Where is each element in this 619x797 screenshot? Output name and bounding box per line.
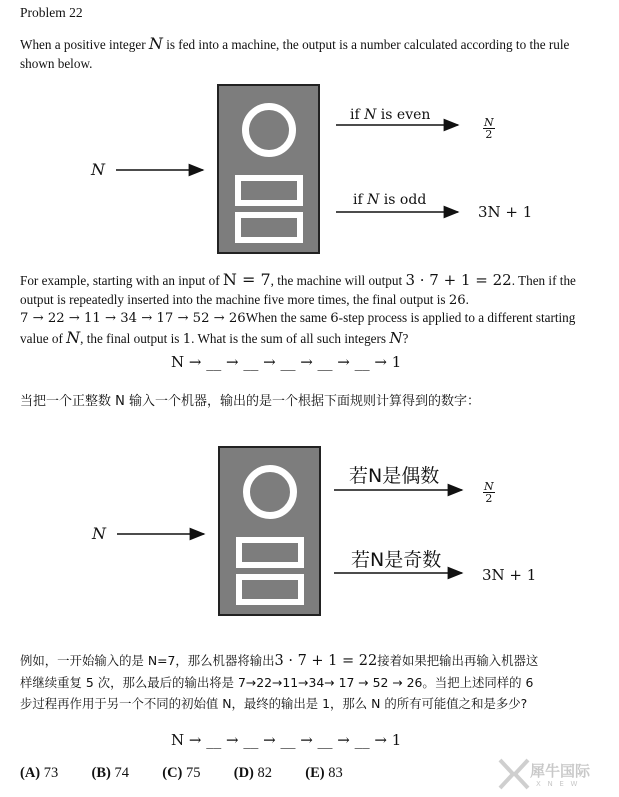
question-paragraph: 7 → 22 → 11 → 34 → 17 → 52 → 26When the same 6-step process is applied to a different starting value of N, the final output is 1. What is the sum of all such integers N? (20, 310, 576, 347)
odd-label: if N is odd (353, 192, 427, 208)
even-label-zh: 若N是偶数 (349, 465, 440, 487)
machine-slot-bottom-zh (236, 574, 304, 605)
zh-example: 例如，一开始输入的是 N=7，那么机器将输出3 · 7 + 1 = 22接着如果把输出再输入机器这 样继续重复 5 次，那么最后的输出将是 7→22→11→34→ 17 → 52 → 26。当把上述同样的 6 步过程再作用于另一个不同的初始值 N，最终的输出是 1，那么 N 的所有可能值之和是多少? (20, 653, 539, 711)
choice-c[interactable]: (C) 75 (162, 765, 201, 781)
example-paragraph: For example, starting with an input of N = 7, the machine will output 3 · 7 + 1 = 22. Then if the output is repeatedly inserted into the machine five more times, the final output is 26. (20, 270, 576, 308)
chain-line-zh: N → __ → __ → __ → __ → __ → 1 (171, 731, 402, 749)
choice-d[interactable]: (D) 82 (233, 765, 273, 781)
machine-slot-bottom (235, 212, 303, 243)
choice-e[interactable]: (E) 83 (305, 765, 343, 781)
even-label: if N is even (350, 107, 431, 123)
machine-slot-top (235, 175, 303, 206)
machine-box (217, 84, 320, 254)
odd-output: 3N + 1 (478, 203, 533, 221)
even-output-zh: $\frac{N}{2}$ (484, 480, 494, 505)
machine-circle-zh (243, 465, 297, 519)
intro-paragraph: When a positive integer N is fed into a machine, the output is a number calculated according to the rule shown below. (20, 34, 570, 71)
chain-line-en: N → __ → __ → __ → __ → __ → 1 (171, 353, 402, 371)
problem-title: Problem 22 (20, 5, 83, 20)
choice-a[interactable]: (A) 73 (20, 765, 59, 781)
machine-box-zh (218, 446, 321, 616)
machine-circle (242, 103, 296, 157)
odd-label-zh: 若N是奇数 (351, 549, 442, 571)
watermark-sub: X N E W (536, 780, 578, 788)
watermark-logo-icon (497, 756, 531, 792)
zh-intro: 当把一个正整数 N 输入一个机器，输出的是一个根据下面规则计算得到的数字： (20, 394, 480, 409)
watermark-main: 犀牛国际 (530, 762, 591, 780)
odd-output-zh: 3N + 1 (482, 566, 537, 584)
machine-slot-top-zh (236, 537, 304, 568)
choice-b[interactable]: (B) 74 (91, 765, 129, 781)
input-var-zh: N (92, 524, 106, 543)
even-output: $\frac{N}{2}$ (484, 116, 494, 141)
input-var: N (91, 160, 105, 179)
answer-choices (20, 765, 343, 782)
